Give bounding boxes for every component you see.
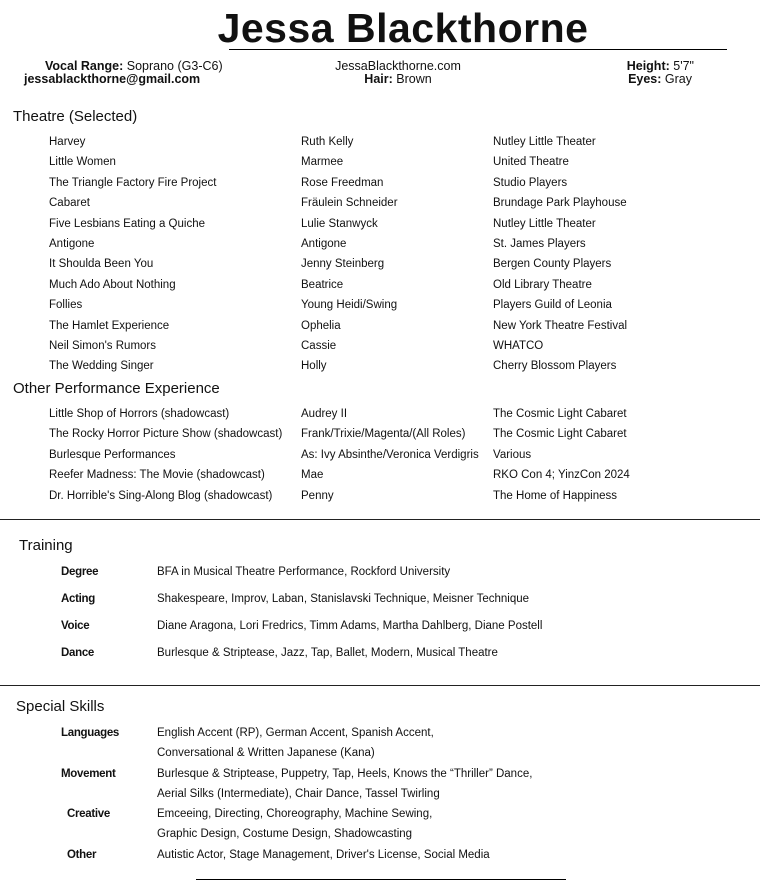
training-value: Diane Aragona, Lori Fredrics, Timm Adams, Martha Dahlberg, Diane Postell (157, 620, 543, 632)
credit-show: Little Women (49, 156, 116, 169)
credit-show: Dr. Horrible's Sing-Along Blog (shadowcast) (49, 489, 273, 502)
credit-row (0, 489, 760, 509)
credit-company: Bergen County Players (493, 258, 612, 271)
eyes (628, 72, 692, 86)
training-label: Degree (61, 566, 99, 578)
credit-row (0, 427, 760, 447)
training-label: Acting (61, 593, 95, 605)
credit-company: WHATCO (493, 340, 544, 352)
credit-role: Holly (301, 360, 327, 373)
credit-row (0, 196, 760, 216)
credit-row (0, 339, 760, 359)
eyes-label: Eyes: (628, 72, 662, 86)
credit-company: Brundage Park Playhouse (493, 197, 627, 210)
skills-section-title: Special Skills (16, 698, 105, 715)
vocal-range-value: Soprano (G3-C6) (126, 59, 223, 73)
credit-role: Ruth Kelly (301, 136, 354, 148)
credit-company: Studio Players (493, 176, 568, 189)
credit-row (0, 468, 760, 488)
credit-role: Ophelia (301, 319, 341, 332)
credit-row (0, 359, 760, 379)
email[interactable]: jessablackthorne@gmail.com (24, 72, 201, 86)
credit-show: The Hamlet Experience (49, 319, 170, 332)
hair-label: Hair: (364, 72, 393, 86)
credit-role: Lulie Stanwyck (301, 217, 378, 230)
credit-row (0, 135, 760, 155)
training-value: BFA in Musical Theatre Performance, Rockford University (157, 566, 451, 578)
credit-company: Various (493, 448, 532, 461)
credit-show: The Triangle Factory Fire Project (49, 176, 217, 189)
vocal-range-label: Vocal Range: (45, 59, 124, 73)
credit-show: Cabaret (49, 197, 90, 210)
skill-value: Emceeing, Directing, Choreography, Machine Sewing, (157, 808, 433, 820)
height-label: Height: (626, 59, 670, 73)
credit-show: Little Shop of Horrors (shadowcast) (49, 408, 230, 420)
credit-show: Follies (49, 299, 83, 312)
credit-company: The Home of Happiness (493, 489, 618, 502)
credit-row (0, 155, 760, 175)
skill-label: Other (67, 849, 97, 861)
credit-row (0, 448, 760, 468)
training-label: Voice (61, 620, 90, 632)
resume-name: Jessa Blackthorne (217, 5, 589, 51)
credit-show: Harvey (49, 136, 86, 148)
credit-show: Five Lesbians Eating a Quiche (49, 217, 205, 230)
credit-role: Fräulein Schneider (301, 197, 398, 210)
credit-role: As: Ivy Absinthe/Veronica Verdigris (301, 448, 479, 461)
credit-row (0, 407, 760, 427)
eyes-value: Gray (664, 72, 692, 86)
footer-rule (196, 879, 566, 880)
credit-row (0, 278, 760, 298)
credit-role: Rose Freedman (301, 176, 384, 189)
credit-show: Neil Simon's Rumors (49, 340, 156, 352)
credit-role: Antigone (301, 238, 347, 250)
credit-row (0, 176, 760, 196)
skill-value: English Accent (RP), German Accent, Spanish Accent, (157, 727, 434, 739)
credit-row (0, 237, 760, 257)
credit-show: It Shoulda Been You (49, 258, 154, 271)
credit-role: Jenny Steinberg (301, 258, 385, 271)
website[interactable]: JessaBlackthorne.com (335, 59, 461, 73)
skill-label: Languages (61, 727, 120, 739)
credit-row (0, 257, 760, 277)
skill-value: Conversational & Written Japanese (Kana) (157, 747, 375, 760)
credit-company: Nutley Little Theater (493, 136, 596, 148)
skill-value: Burlesque & Striptease, Puppetry, Tap, Heels, Knows the “Thriller” Dance, (157, 768, 533, 780)
hair-value: Brown (396, 72, 432, 86)
credit-company: Nutley Little Theater (493, 217, 596, 230)
credit-role: Beatrice (301, 278, 344, 291)
credit-role: Mae (301, 469, 324, 482)
divider (0, 685, 760, 686)
training-value: Shakespeare, Improv, Laban, Stanislavski Technique, Meisner Technique (157, 593, 530, 605)
credit-role: Marmee (301, 156, 344, 169)
skill-label: Movement (61, 768, 116, 780)
credit-role: Frank/Trixie/Magenta/(All Roles) (301, 428, 466, 441)
credit-company: United Theatre (493, 156, 569, 169)
credit-show: The Rocky Horror Picture Show (shadowcast) (49, 428, 283, 441)
credit-role: Young Heidi/Swing (301, 299, 398, 312)
skill-value: Autistic Actor, Stage Management, Driver's License, Social Media (157, 849, 490, 861)
other-section-title: Other Performance Experience (13, 380, 220, 397)
credit-company: The Cosmic Light Cabaret (493, 428, 627, 441)
credit-show: Antigone (49, 238, 95, 250)
credit-company: Old Library Theatre (493, 278, 592, 291)
credit-row (0, 298, 760, 318)
skill-label: Creative (67, 808, 110, 820)
credit-company: Cherry Blossom Players (493, 360, 617, 373)
credit-role: Penny (301, 489, 334, 502)
credit-company: New York Theatre Festival (493, 319, 628, 332)
divider (0, 519, 760, 520)
credit-show: Reefer Madness: The Movie (shadowcast) (49, 469, 265, 482)
credit-company: St. James Players (493, 238, 586, 250)
credit-row (0, 319, 760, 339)
credit-row (0, 217, 760, 237)
credit-company: Players Guild of Leonia (493, 299, 612, 312)
credit-show: Burlesque Performances (49, 448, 176, 461)
height (627, 59, 694, 73)
skill-value: Graphic Design, Costume Design, Shadowcasting (157, 828, 413, 841)
skill-value: Aerial Silks (Intermediate), Chair Dance, Tassel Twirling (157, 788, 440, 801)
theatre-section-title: Theatre (Selected) (13, 108, 138, 125)
credit-role: Audrey II (301, 408, 348, 420)
credit-company: RKO Con 4; YinzCon 2024 (493, 469, 630, 482)
credit-role: Cassie (301, 340, 337, 352)
training-label: Dance (61, 647, 95, 659)
name-underline (229, 49, 727, 50)
credit-show: Much Ado About Nothing (49, 278, 176, 291)
credit-show: The Wedding Singer (49, 360, 154, 373)
credit-company: The Cosmic Light Cabaret (493, 408, 627, 420)
training-section-title: Training (19, 537, 73, 554)
height-value: 5'7" (673, 59, 694, 73)
training-value: Burlesque & Striptease, Jazz, Tap, Ballet, Modern, Musical Theatre (157, 647, 498, 659)
